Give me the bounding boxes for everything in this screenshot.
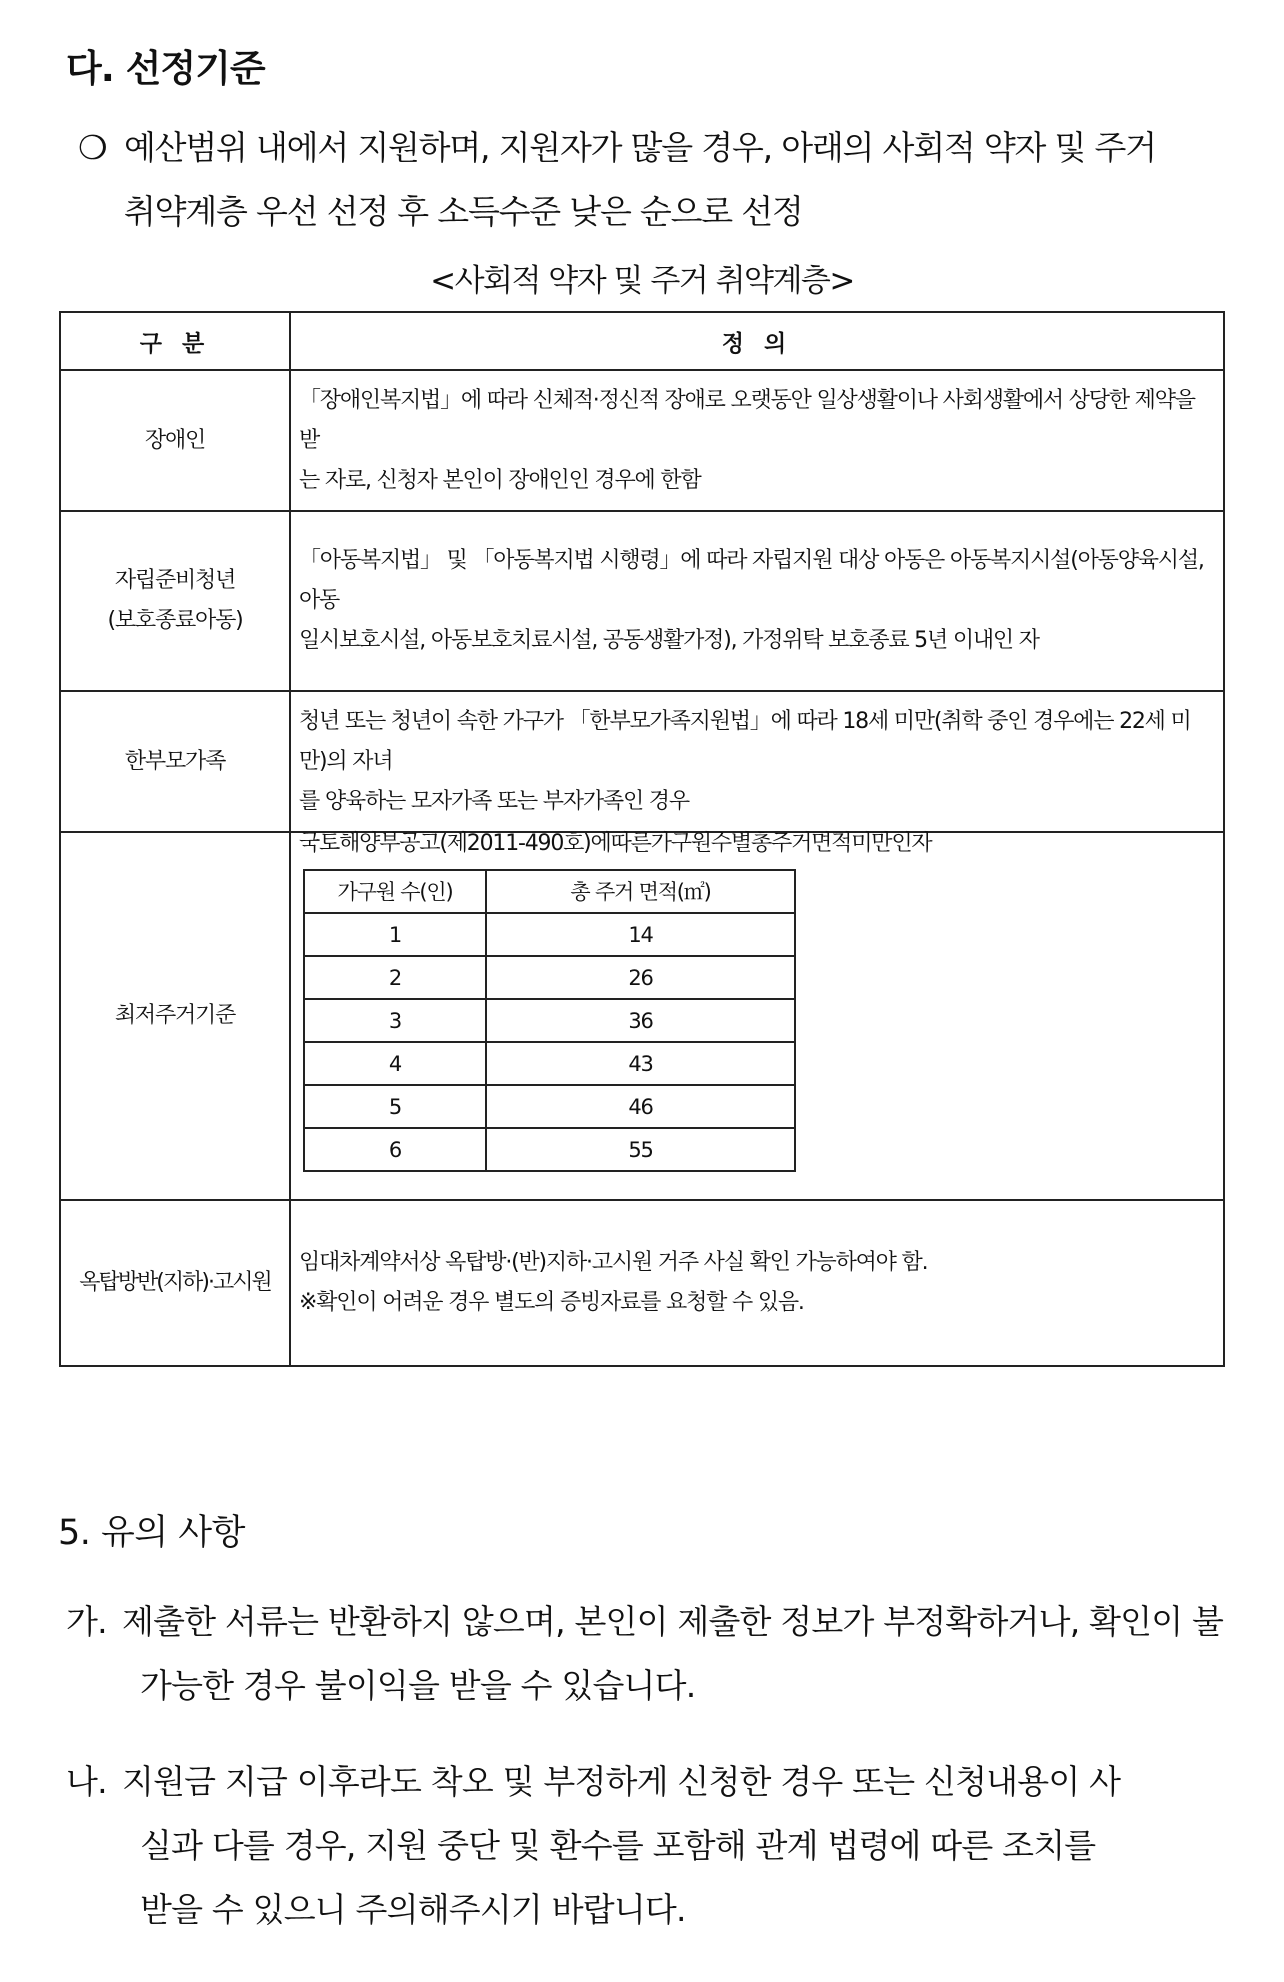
min-housing-header: 가구원 수(인) <box>304 870 486 913</box>
table-caption: <사회적 약자 및 주거 취약계층> <box>430 263 854 299</box>
definition-cell <box>290 1200 1224 1366</box>
min-housing-table <box>303 869 796 1172</box>
table-row <box>60 1200 1224 1366</box>
category-cell <box>60 832 290 1200</box>
min-housing-row <box>304 913 795 956</box>
category-cell <box>60 511 290 691</box>
category-cell <box>60 370 290 511</box>
table-row <box>60 511 1224 691</box>
notice-line: 실과 다를 경우, 지원 중단 및 환수를 포함해 관계 법령에 따른 조치를 <box>140 1826 1096 1865</box>
min-area: 36 <box>486 999 795 1042</box>
notice-item-na <box>66 1750 1226 1942</box>
min-housing-header-row <box>304 870 795 913</box>
definition-line: 임대차계약서상 옥탑방·(반)지하·고시원 거주 사실 확인 가능하여야 함. <box>299 1250 928 1275</box>
definition-cell <box>290 511 1224 691</box>
min-area: 46 <box>486 1085 795 1128</box>
definition-line: 「아동복지법」 및 「아동복지법 시행령」에 따라 자립지원 대상 아동은 아동복지시설(아동양육시설, 아동 <box>299 548 1204 613</box>
definition-line: 국토해양부공고(제2011-490호)에따른가구원수별총주거면적미만인자 <box>299 831 932 856</box>
section-heading: 다. 선정기준 <box>66 47 265 90</box>
header-definition: 정 의 <box>290 312 1224 370</box>
notice-line: 가능한 경우 불이익을 받을 수 있습니다. <box>140 1666 696 1705</box>
definition-line: 일시보호시설, 아동보호치료시설, 공동생활가정), 가정위탁 보호종료 5년 이내인 자 <box>299 628 1039 653</box>
notice-line: 받을 수 있으니 주의해주시기 바랍니다. <box>140 1890 686 1929</box>
min-area: 14 <box>486 913 795 956</box>
table-row <box>60 370 1224 511</box>
min-area: 55 <box>486 1128 795 1171</box>
definition-line: 「장애인복지법」에 따라 신체적·정신적 장애로 오랫동안 일상생활이나 사회생활에서 상당한 제약을 받 <box>299 387 1195 453</box>
category-label: 옥탑방반(지하)·고시원 <box>79 1270 271 1295</box>
definition-note: ※확인이 어려운 경우 별도의 증빙자료를 요청할 수 있음. <box>299 1290 804 1315</box>
table-row <box>60 691 1224 832</box>
household-size: 4 <box>304 1042 486 1085</box>
vulnerable-groups-table <box>59 311 1225 1367</box>
min-housing-row <box>304 1128 795 1171</box>
definition-line: 를 양육하는 모자가족 또는 부자가족인 경우 <box>299 788 689 814</box>
definition-cell <box>290 832 1224 1200</box>
household-size: 6 <box>304 1128 486 1171</box>
definition-cell <box>290 370 1224 511</box>
criteria-line-1: 예산범위 내에서 지원하며, 지원자가 많을 경우, 아래의 사회적 약자 및 주거 <box>124 128 1156 167</box>
household-size: 2 <box>304 956 486 999</box>
household-size: 1 <box>304 913 486 956</box>
min-housing-row <box>304 999 795 1042</box>
table-row <box>60 832 1224 1200</box>
notice-line: 지원금 지급 이후라도 착오 및 부정하게 신청한 경우 또는 신청내용이 사 <box>122 1762 1121 1801</box>
circle-bullet-icon: ❍ <box>78 128 107 167</box>
category-label: 장애인 <box>144 427 206 453</box>
header-category: 구 분 <box>60 312 290 370</box>
notice-item-ga <box>66 1590 1226 1718</box>
definition-cell <box>290 691 1224 832</box>
category-label: 최저주거기준 <box>114 1003 236 1028</box>
min-area: 26 <box>486 956 795 999</box>
notice-line: 제출한 서류는 반환하지 않으며, 본인이 제출한 정보가 부정확하거나, 확인이 불 <box>122 1602 1224 1641</box>
table-header-row <box>60 312 1224 370</box>
selection-criteria-paragraph <box>78 116 1238 244</box>
category-cell <box>60 691 290 832</box>
definition-line: 청년 또는 청년이 속한 가구가 「한부모가족지원법」에 따라 18세 미만(취학 중인 경우에는 22세 미만)의 자녀 <box>299 708 1191 774</box>
section5-title: 5. 유의 사항 <box>58 1513 245 1553</box>
min-housing-row <box>304 956 795 999</box>
min-housing-row <box>304 1042 795 1085</box>
category-label: 자립준비청년 <box>114 568 236 593</box>
item-marker: 나. <box>66 1762 107 1801</box>
category-cell <box>60 1200 290 1366</box>
min-housing-header: 총 주거 면적(㎡) <box>486 870 795 913</box>
criteria-line-2: 취약계층 우선 선정 후 소득수준 낮은 순으로 선정 <box>124 192 803 231</box>
min-area: 43 <box>486 1042 795 1085</box>
category-label: 한부모가족 <box>124 748 226 774</box>
category-sublabel: (보호종료아동) <box>107 608 243 633</box>
household-size: 3 <box>304 999 486 1042</box>
household-size: 5 <box>304 1085 486 1128</box>
min-housing-row <box>304 1085 795 1128</box>
item-marker: 가. <box>66 1602 107 1641</box>
definition-line: 는 자로, 신청자 본인이 장애인인 경우에 한함 <box>299 467 701 493</box>
